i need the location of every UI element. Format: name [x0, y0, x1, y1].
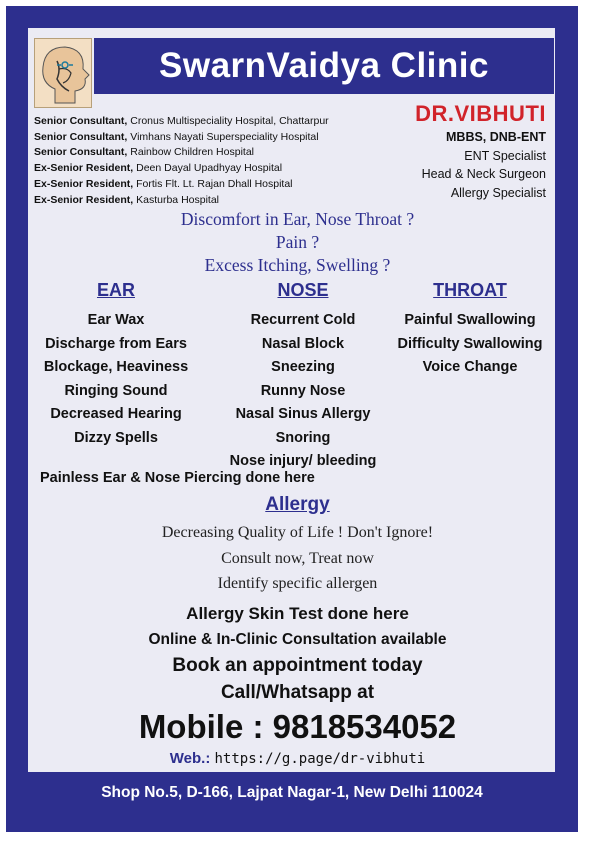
symptom-item: Recurrent Cold [250, 312, 356, 328]
symptom-item: Runny Nose [260, 382, 346, 399]
position-item: Ex-Senior Resident, Kasturba Hospital [34, 193, 220, 206]
allergy-heading: Allergy [265, 494, 330, 515]
ear-column [36, 280, 196, 450]
allergy-line: Consult now, Treat now [221, 550, 374, 567]
question-line: Discomfort in Ear, Nose Throat ? [180, 209, 415, 229]
doctor-specialty: Allergy Specialist [450, 185, 546, 200]
ear-heading: EAR [96, 280, 135, 300]
symptom-item: Sneezing [271, 359, 335, 375]
symptom-item: Voice Change [422, 359, 518, 375]
position-item: Ex-Senior Resident, Fortis Flt. Lt. Rajan Dhall Hospital [34, 177, 293, 190]
position-item: Senior Consultant, Cronus Multispeciality Hospital, Chattarpur [34, 115, 329, 127]
web-link[interactable]: https://g.page/dr-vibhuti [214, 751, 426, 767]
consultation-note: Online & In-Clinic Consultation available [148, 631, 447, 648]
allergy-line: Decreasing Quality of Life ! Don't Ignore! [161, 524, 434, 541]
question-line: Pain ? [275, 232, 320, 252]
nose-column [222, 280, 384, 474]
web-label: Web.: [169, 750, 211, 767]
question-line: Excess Itching, Swelling ? [204, 255, 391, 275]
clinic-address: Shop No.5, D-166, Lajpat Nagar-1, New Delhi 110024 [101, 784, 483, 801]
clinic-title-bar [94, 38, 554, 94]
ent-anatomy-icon [34, 38, 92, 108]
nose-heading: NOSE [277, 280, 329, 300]
position-item: Senior Consultant, Vimhans Nayati Superspeciality Hospital [34, 130, 319, 143]
symptom-item: Discharge from Ears [45, 335, 187, 352]
symptom-item: Painful Swallowing [404, 312, 536, 328]
doctor-info [360, 100, 546, 202]
doctor-specialty: ENT Specialist [464, 148, 546, 163]
position-item: Ex-Senior Resident, Deen Dayal Upadhyay Hospital [34, 162, 283, 175]
position-item: Senior Consultant, Rainbow Children Hospital [34, 146, 254, 159]
symptom-item: Ringing Sound [64, 382, 168, 399]
throat-heading: THROAT [433, 280, 507, 300]
symptom-item: Nasal Sinus Allergy [235, 406, 371, 422]
symptom-item: Decreased Hearing [50, 406, 182, 422]
symptom-item: Blockage, Heaviness [43, 359, 189, 375]
piercing-note: Painless Ear & Nose Piercing done here [40, 470, 315, 486]
symptom-item: Snoring [275, 429, 331, 446]
doctor-name: DR.VIBHUTI [415, 101, 546, 126]
positions-list [34, 114, 364, 208]
doctor-specialty: Head & Neck Surgeon [421, 167, 546, 181]
mobile-number: Mobile : 9818534052 [138, 708, 457, 745]
book-appointment: Book an appointment today [172, 655, 423, 676]
symptom-item: Ear Wax [87, 312, 145, 328]
symptom-item: Nose injury/ bleeding [229, 453, 377, 469]
clinic-name: SwarnVaidya Clinic [159, 46, 489, 85]
doctor-degrees: MBBS, DNB-ENT [446, 130, 546, 144]
allergy-line: Identify specific allergen [217, 575, 378, 592]
skin-test-note: Allergy Skin Test done here [186, 604, 409, 623]
throat-column [392, 280, 548, 380]
symptom-item: Nasal Block [261, 335, 345, 352]
symptom-item: Dizzy Spells [74, 429, 158, 446]
website [34, 750, 561, 767]
symptom-item: Difficulty Swallowing [397, 335, 543, 352]
call-label: Call/Whatsapp at [220, 682, 375, 703]
